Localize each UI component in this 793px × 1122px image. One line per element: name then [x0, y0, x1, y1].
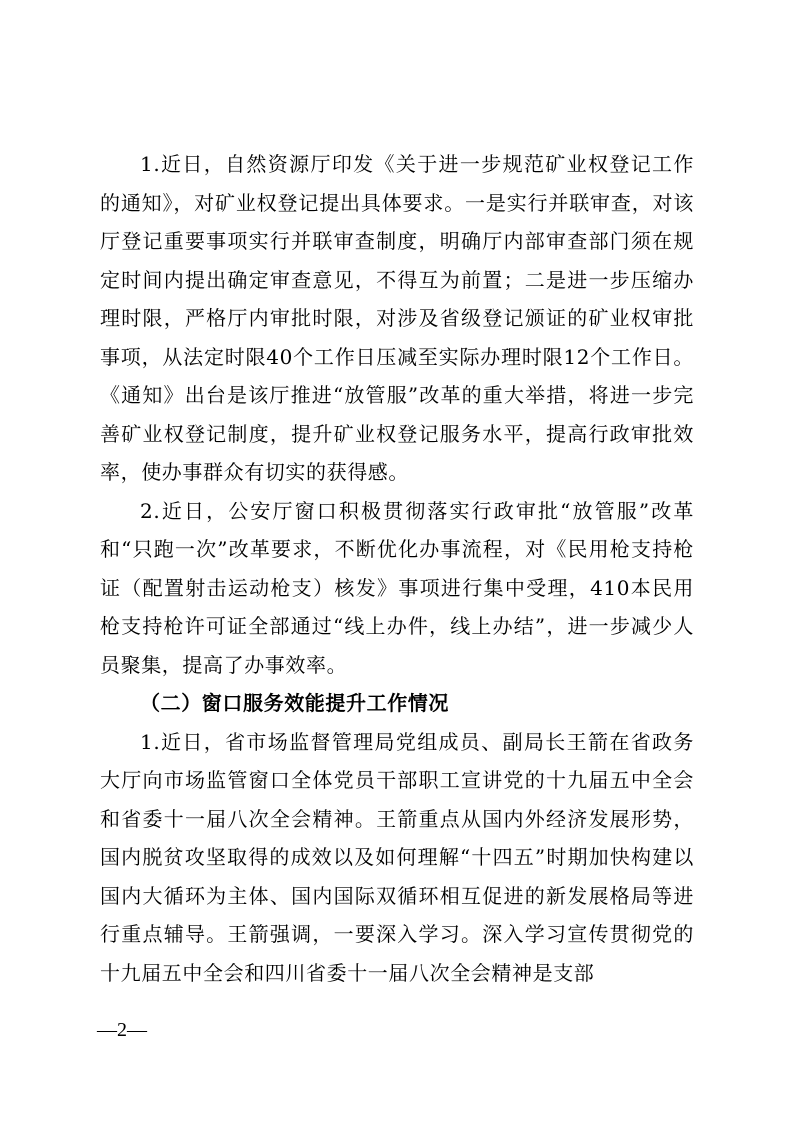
- paragraph-mineral-rights: 1.近日，自然资源厅印发《关于进一步规范矿业权登记工作的通知》，对矿业权登记提出具体要求。一是实行并联审查，对该厅登记重要事项实行并联审查制度，明确厅内部审查部门须在规定时间内提出确定审查意见，不得互为前置；二是进一步压缩办理时限，严格厅内审批时限，对涉及省级登记颁证的矿业权审批事项，从法定时限40个工作日压减至实际办理时限12个工作日。《通知》出台是该厅推进“放管服”改革的重大举措，将进一步完善矿业权登记制度，提升矿业权登记服务水平，提高行政审批效率，使办事群众有切实的获得感。: [100, 152, 694, 484]
- section-heading: （二）窗口服务效能提升工作情况: [140, 691, 449, 715]
- document-body: [100, 145, 694, 992]
- paragraph-public-security: 2.近日，公安厅窗口积极贯彻落实行政审批“放管服”改革和“只跑一次”改革要求，不断优化办事流程，对《民用枪支持枪证（配置射击运动枪支）核发》事项进行集中受理，410本民用枪支持枪许可证全部通过“线上办件，线上办结”，进一步减少人员聚集，提高了办事效率。: [100, 498, 694, 677]
- page-number: —2—: [97, 1019, 147, 1041]
- paragraph-market-supervision: 1.近日，省市场监督管理局党组成员、副局长王箭在省政务大厅向市场监管窗口全体党员干部职工宣讲党的十九届五中全会和省委十一届八次全会精神。王箭重点从国内外经济发展形势，国内脱贫攻坚取得的成效以及如何理解“十四五”时期加快构建以国内大循环为主体、国内国际双循环相互促进的新发展格局等进行重点辅导。王箭强调，一要深入学习。深入学习宣传贯彻党的十九届五中全会和四川省委十一届八次全会精神是支部: [100, 729, 694, 985]
